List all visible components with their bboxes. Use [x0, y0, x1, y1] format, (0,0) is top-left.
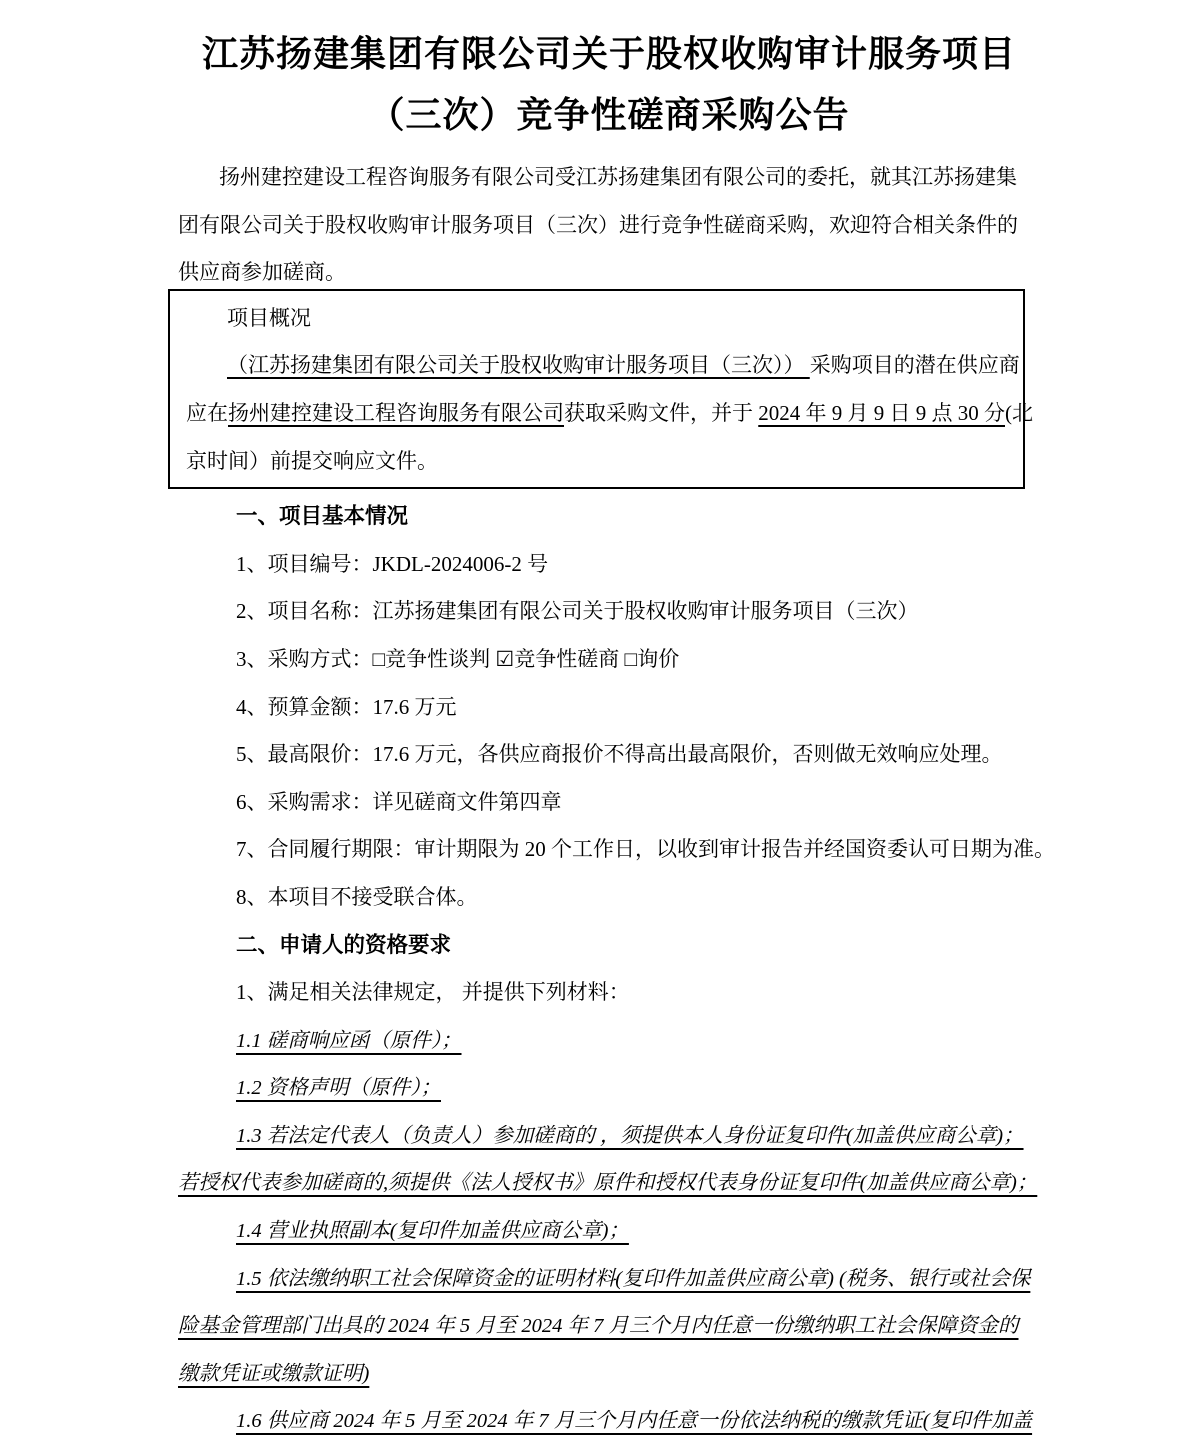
intro-line: 扬州建控建设工程咨询服务有限公司受江苏扬建集团有限公司的委托，就其江苏扬建集 — [219, 165, 1017, 189]
requirement-text: 1.5 依法缴纳职工社会保障资金的证明材料(复印件加盖供应商公章) (税务、银行或社会保 — [236, 1267, 1031, 1290]
requirement-text: 1.3 若法定代表人（负责人）参加磋商的 ，须提供本人身份证复印件(加盖供应商公章)； — [236, 1124, 1024, 1147]
overview-line-3-plain-1: 应在 — [186, 400, 228, 425]
requirement-line — [178, 1159, 1040, 1207]
section-1-heading: 一、项目基本情况 — [236, 504, 409, 529]
project-overview-box — [168, 289, 1033, 489]
requirement-text: 1.1 磋商响应函（原件）； — [236, 1029, 462, 1052]
requirement-line — [178, 1255, 1040, 1303]
section-2-heading: 二、申请人的资格要求 — [236, 932, 452, 957]
overview-line-2-plain: 采购项目的潜在供应商 — [809, 353, 1020, 378]
overview-line-3-plain-3: (北 — [1005, 400, 1033, 425]
project-name-underlined: （江苏扬建集团有限公司关于股权收购审计服务项目（三次）） — [227, 353, 810, 378]
item-project-name: 2、项目名称：江苏扬建集团有限公司关于股权收购审计服务项目（三次） — [236, 599, 919, 624]
intro-paragraph — [178, 154, 1040, 297]
item-project-number: 1、项目编号：JKDL-2024006-2 号 — [236, 551, 549, 576]
title-line-1: 江苏扬建集团有限公司关于股权收购审计服务项目 — [201, 34, 1016, 74]
overview-line-3-plain-2: 获取采购文件，并于 — [564, 400, 759, 425]
requirement-line — [178, 1064, 1040, 1112]
overview-heading: 项目概况 — [227, 305, 311, 330]
item-procurement-method: 3、采购方式：□竞争性谈判 ☑竞争性磋商 □询价 — [236, 646, 680, 671]
overview-line-4: 京时间）前提交响应文件。 — [186, 448, 438, 473]
item-contract-period: 7、合同履行期限：审计期限为 20 个工作日，以收到审计报告并经国资委认可日期为准。 — [236, 837, 1055, 862]
requirement-line — [178, 1350, 1040, 1398]
requirement-line — [178, 1207, 1040, 1255]
section-1-items — [178, 541, 1055, 922]
agency-name-underlined: 扬州建控建设工程咨询服务有限公司 — [228, 400, 564, 425]
section-2-requirements — [178, 1017, 1040, 1437]
deadline-underlined: 2024 年 9 月 9 日 9 点 30 分 — [758, 400, 1005, 425]
requirement-text: 1.4 营业执照副本(复印件加盖供应商公章)； — [236, 1220, 629, 1243]
requirement-text: 1.6 供应商 2024 年 5 月至 2024 年 7 月三个月内任意一份依法纳税的缴款凭证(复印件加盖 — [236, 1410, 1033, 1433]
item-no-consortium: 8、本项目不接受联合体。 — [236, 884, 478, 909]
requirement-text: 1.2 资格声明（原件）； — [236, 1077, 441, 1100]
item-budget-amount: 4、预算金额：17.6 万元 — [236, 694, 457, 719]
requirement-text: 若授权代表参加磋商的,须提供《法人授权书》原件和授权代表身份证复印件(加盖供应商公章)； — [178, 1172, 1038, 1195]
requirement-line — [178, 1017, 1040, 1065]
intro-line: 团有限公司关于股权收购审计服务项目（三次）进行竞争性磋商采购，欢迎符合相关条件的 — [178, 212, 1018, 237]
item-max-price: 5、最高限价：17.6 万元，各供应商报价不得高出最高限价，否则做无效响应处理。 — [236, 742, 1003, 767]
title-line-2: （三次）竞争性磋商采购公告 — [368, 95, 850, 135]
requirement-text: 缴款凭证或缴款证明) — [178, 1362, 370, 1385]
item-procurement-demand: 6、采购需求：详见磋商文件第四章 — [236, 789, 562, 814]
requirement-line — [178, 1302, 1040, 1350]
requirement-line — [178, 1112, 1040, 1160]
document-title — [178, 24, 1040, 146]
overview-line-2 — [186, 342, 1020, 390]
requirement-line — [178, 1397, 1040, 1437]
intro-line: 供应商参加磋商。 — [178, 260, 346, 285]
section-2-intro: 1、满足相关法律规定， 并提供下列材料： — [236, 980, 630, 1005]
requirement-text: 险基金管理部门出具的 2024 年 5 月至 2024 年 7 月三个月内任意一份缴纳职工社会保障资金的 — [178, 1315, 1019, 1338]
overview-line-3 — [186, 390, 1033, 438]
